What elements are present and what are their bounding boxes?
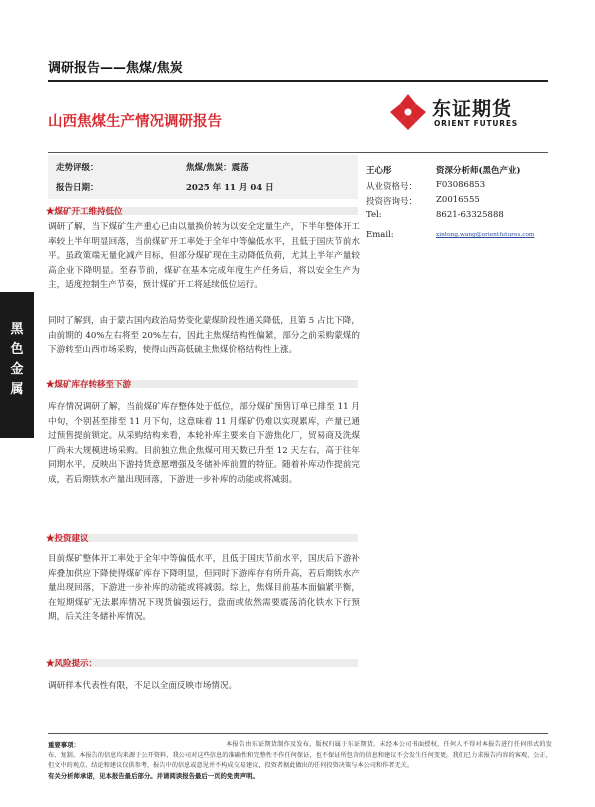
invest-label: 投资咨询号： xyxy=(366,197,418,207)
rating-label: 走势评级： xyxy=(56,163,99,173)
company-logo xyxy=(388,92,548,138)
analyst-role: 资深分析师(黑色产业) xyxy=(436,166,521,176)
paragraph: 目前煤矿整体开工率处于全年中等偏低水平，且低于国庆节前水平，国庆后下游补库叠加供应下降使得煤矿库存下降明显，但同时下游库存有所升高，若后期铁水产量出现回落，下游进一步补库的动能或将减弱。综上，焦煤目前基本面偏紧平衡，在短期煤矿无法累库情况下现货偏强运行，盘面或依然需要震荡消化铁水下行预期，后关注冬储补库情况。 xyxy=(48,554,360,623)
paragraph: 调研样本代表性有限，不足以全面反映市场情况。 xyxy=(48,681,238,691)
section-heading: ★投资建议 xyxy=(46,534,89,544)
paragraph: 调研了解，当下煤矿生产重心已由以量换价转为以安全定量生产，下半年整体开工率较上半年明显回落，当前煤矿开工率处于全年中等偏低水平，且低于国庆节前水平。虽政策端无量化减产目标，但部分煤矿现在主动降低负荷，尤其上半年产量较高企业下降明显。至春节前，煤矿在基本完成年度生产任务后，将以安全生产为主，适度控制生产节奏，预计煤矿开工将延续低位运行。 xyxy=(48,222,360,291)
section-heading: ★煤矿库存转移至下游 xyxy=(46,380,132,390)
tel-value: 8621-63325888 xyxy=(436,210,504,220)
email-label: Email: xyxy=(366,230,394,240)
paragraph: 库存情况调研了解，当前煤矿库存整体处于低位，部分煤矿预售订单已排至 11 月中旬，个别甚至排至 11 月下旬，这意味着 11 月煤矿仍难以实现累库，产量已通过预售提前锁定。从采购结构来看，本轮补库主要来自下游焦化厂，贸易商及洗煤厂尚未大规模进场采购。目前独立焦企焦煤可用天数已升至 12 天左右，高于往年同期水平，反映出下游持货意愿增强及冬储补库前置的特征。随着补库动作提前完成，若后期铁水产量出现回落，下游进一步补库的动能或将减弱。 xyxy=(48,402,360,485)
section-bar xyxy=(48,534,358,542)
sidebar-char: 色 xyxy=(10,342,24,357)
sidebar-char: 金 xyxy=(10,362,24,377)
footer-rule xyxy=(48,733,548,734)
header-rule xyxy=(48,80,548,82)
page-title: 山西焦煤生产情况调研报告 xyxy=(48,114,222,130)
logo-cn-text: 东证期货 xyxy=(432,98,513,120)
qual-value: F03086853 xyxy=(436,180,486,190)
date-value: 2025 年 11 月 04 日 xyxy=(186,183,274,193)
email-link[interactable]: xintong.wang@orientfutures.com xyxy=(436,232,535,238)
qual-label: 从业资格号： xyxy=(366,182,418,192)
sidebar-char: 属 xyxy=(10,382,24,397)
report-category: 调研报告——焦煤/焦炭 xyxy=(48,61,183,76)
notice-label: 重要事项： xyxy=(48,741,80,749)
sidebar-char: 黑 xyxy=(10,322,24,337)
section-rule xyxy=(48,152,548,153)
logo-en-text: ORIENT FUTURES xyxy=(434,119,518,128)
sidebar-category xyxy=(0,292,34,438)
logo-mark-icon xyxy=(388,92,428,132)
meta-box xyxy=(48,155,358,199)
tel-label: Tel: xyxy=(366,210,382,220)
section-heading: ★风险提示： xyxy=(46,659,98,669)
paragraph: 同时了解到，由于蒙古国内政治局势变化蒙煤阶段性通关降低，且第 5 占比下降，由前期的 40%左右将至 20%左右，因此主焦煤结构性偏紧，部分之前采购蒙煤的下游转至山西市场采购，使得山西高低硫主焦煤价格结构性上涨。 xyxy=(48,316,360,356)
notice-text: 本报告由东证期货制作及发布，版权归属于东证期货。未经本公司书面授权，任何人不得对本报告进行任何形式的发布、复制。本报告的信息均来源于公开资料，我公司对这些信息的准确性和完整性不作任何保证，也不保证所包含的信息和建议不会发生任何变更。我们已力求报告内容的客观、公正，但文中的观点、结论和建议仅供参考，报告中的信息或意见并不构成交易建议，投资者据此做出的任何投资决策与本公司和作者无关。 xyxy=(48,741,552,769)
date-label: 报告日期： xyxy=(56,183,99,193)
analyst-commitment: 有关分析师承诺，见本报告最后部分。并请阅读报告最后一页的免责声明。 xyxy=(48,772,259,780)
invest-value: Z0016555 xyxy=(436,195,480,205)
rating-value: 焦煤/焦炭：震荡 xyxy=(186,163,249,173)
analyst-name: 王心彤 xyxy=(366,166,392,176)
section-heading: ★煤矿开工维持低位 xyxy=(46,207,123,217)
